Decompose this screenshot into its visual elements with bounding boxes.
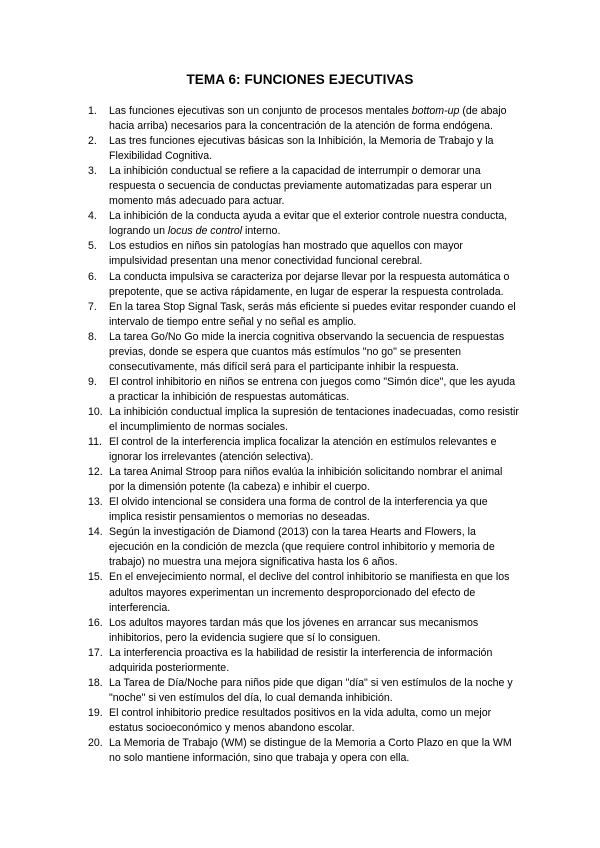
item-text	[109, 270, 520, 300]
item-number: 15.	[88, 571, 103, 584]
page-title: TEMA 6: FUNCIONES EJECUTIVAS	[186, 72, 414, 87]
item-number: 9.	[88, 375, 97, 388]
item-number: 7.	[88, 300, 97, 313]
item-text	[109, 495, 520, 525]
list-item	[88, 525, 520, 570]
item-text	[109, 465, 520, 495]
item-text-main: El control inhibitorio predice resultados positivos en la vida adulta, como un mejor estatus socioeconómico y menos abandono escolar.	[109, 706, 492, 734]
list-item	[88, 570, 520, 615]
list-item	[88, 134, 520, 164]
item-text-main: El olvido intencional se considera una forma de control de la interferencia ya que implica resistir pensamientos o memorias no deseadas.	[109, 496, 488, 524]
list-item	[88, 646, 520, 676]
list-item	[88, 465, 520, 495]
item-text	[109, 134, 520, 164]
item-text-main: Según la investigación de Diamond (2013) con la tarea Hearts and Flowers, la ejecución en la condición de mezcla (que requiere control inhibitorio y memoria de trabajo) no muestra una mejora significativa hasta los 6 años.	[109, 526, 495, 569]
item-text-italic: locus de control	[167, 225, 243, 238]
item-text-main: La Tarea de Día/Noche para niños pide que digan "día" si ven estímulos de la noche y "noche" si ven estímulos del día, lo cual demanda inhibición.	[109, 676, 513, 704]
item-text-main: Los adultos mayores tardan más que los jóvenes en arrancar sus mecanismos inhibitorios, pero la evidencia sugiere que sí lo consiguen.	[109, 616, 479, 644]
item-text	[109, 616, 520, 646]
item-number: 18.	[88, 676, 103, 689]
list-item	[88, 706, 520, 736]
list-item	[88, 375, 520, 405]
item-text	[109, 706, 520, 736]
item-text	[109, 104, 520, 134]
list-item	[88, 676, 520, 706]
item-number: 2.	[88, 135, 97, 148]
item-text	[109, 330, 520, 375]
item-text	[109, 736, 520, 766]
list-item	[88, 405, 520, 435]
statement-list	[88, 104, 520, 766]
item-text-main: En el envejecimiento normal, el declive del control inhibitorio se manifiesta en que los adultos mayores experimentan un incremento desproporcionado del efecto de interferencia.	[109, 571, 510, 614]
item-number: 11.	[88, 436, 102, 449]
item-text	[109, 300, 520, 330]
item-number: 13.	[88, 496, 103, 509]
item-text-main: La inhibición conductual implica la supresión de tentaciones inadecuadas, como resistir el incumplimiento de normas sociales.	[109, 405, 519, 433]
list-item	[88, 435, 520, 465]
item-number: 16.	[88, 616, 103, 629]
item-text-main: En la tarea Stop Signal Task, serás más eficiente si puedes evitar responder cuando el intervalo de tiempo entre señal y no señal es amplio.	[109, 300, 516, 328]
item-text	[109, 405, 520, 435]
list-item	[88, 164, 520, 209]
item-text-main: La interferencia proactiva es la habilidad de resistir la interferencia de información adquirida posteriormente.	[109, 646, 493, 674]
item-number: 14.	[88, 526, 103, 539]
item-number: 1.	[88, 105, 97, 117]
item-number: 10.	[88, 405, 103, 418]
list-item	[88, 616, 520, 646]
item-text-main: Las tres funciones ejecutivas básicas son la Inhibición, la Memoria de Trabajo y la Flexibilidad Cognitiva.	[109, 135, 494, 163]
list-item	[88, 209, 520, 239]
list-item	[88, 736, 520, 766]
item-text	[109, 570, 520, 615]
item-number: 8.	[88, 330, 97, 343]
list-item	[88, 270, 520, 300]
item-number: 5.	[88, 240, 97, 253]
item-text-main: La inhibición conductual se refiere a la capacidad de interrumpir o demorar una respuesta o secuencia de conductas previamente automatizadas para esperar un momento más adecuado para actuar.	[109, 165, 492, 208]
item-text-main: Las funciones ejecutivas son un conjunto de procesos mentales	[109, 105, 412, 117]
item-text-rest: (de abajo hacia arriba) necesarios para la concentración de la atención de forma endógena.	[109, 105, 507, 133]
item-text-main: La tarea Go/No Go mide la inercia cognitiva observando la secuencia de respuestas previas, donde se espera que cuantos más estímulos "no go" se presenten consecutivamente, más difícil será para el participante inhibir la respuesta.	[109, 330, 505, 373]
item-text-main: La inhibición de la conducta ayuda a evitar que el exterior controle nuestra conducta, logrando un	[109, 210, 508, 238]
item-text-main: La tarea Animal Stroop para niños evalúa la inhibición solicitando nombrar el animal por la dimensión potente (la cabeza) e inhibir el cuerpo.	[109, 466, 503, 494]
item-text-main: La Memoria de Trabajo (WM) se distingue de la Memoria a Corto Plazo en que la WM no solo mantiene información, sino que trabaja y opera con ella.	[109, 736, 512, 765]
item-number: 6.	[88, 270, 97, 283]
item-number: 17.	[88, 646, 103, 659]
list-item	[88, 495, 520, 525]
list-item	[88, 104, 520, 134]
item-text	[109, 239, 520, 269]
list-item	[88, 300, 520, 330]
item-number: 12.	[88, 466, 103, 479]
item-text	[109, 435, 520, 465]
item-number: 20.	[88, 736, 103, 749]
item-text-main: El control de la interferencia implica focalizar la atención en estímulos relevantes e ignorar los irrelevantes (atención selectiva).	[109, 436, 497, 464]
item-number: 19.	[88, 706, 103, 719]
list-item	[88, 330, 520, 375]
item-number: 3.	[88, 165, 97, 178]
item-text	[109, 209, 520, 239]
item-text-rest: interno.	[242, 225, 281, 238]
item-text	[109, 646, 520, 676]
item-text-main: Los estudios en niños sin patologías han mostrado que aquellos con mayor impulsividad presentan una menor conectividad funcional cerebral.	[109, 240, 463, 268]
item-text	[109, 375, 520, 405]
item-text-main: La conducta impulsiva se caracteriza por dejarse llevar por la respuesta automática o prepotente, que se activa rápidamente, en lugar de esperar la respuesta controlada.	[109, 270, 510, 298]
item-text	[109, 525, 520, 570]
item-text-italic: bottom-up	[411, 105, 460, 117]
list-item	[88, 239, 520, 269]
item-number: 4.	[88, 210, 97, 223]
item-text	[109, 164, 520, 209]
item-text-main: El control inhibitorio en niños se entrena con juegos como "Simón dice", que les ayuda a practicar la inhibición de respuestas automáticas.	[109, 375, 516, 403]
item-text	[109, 676, 520, 706]
